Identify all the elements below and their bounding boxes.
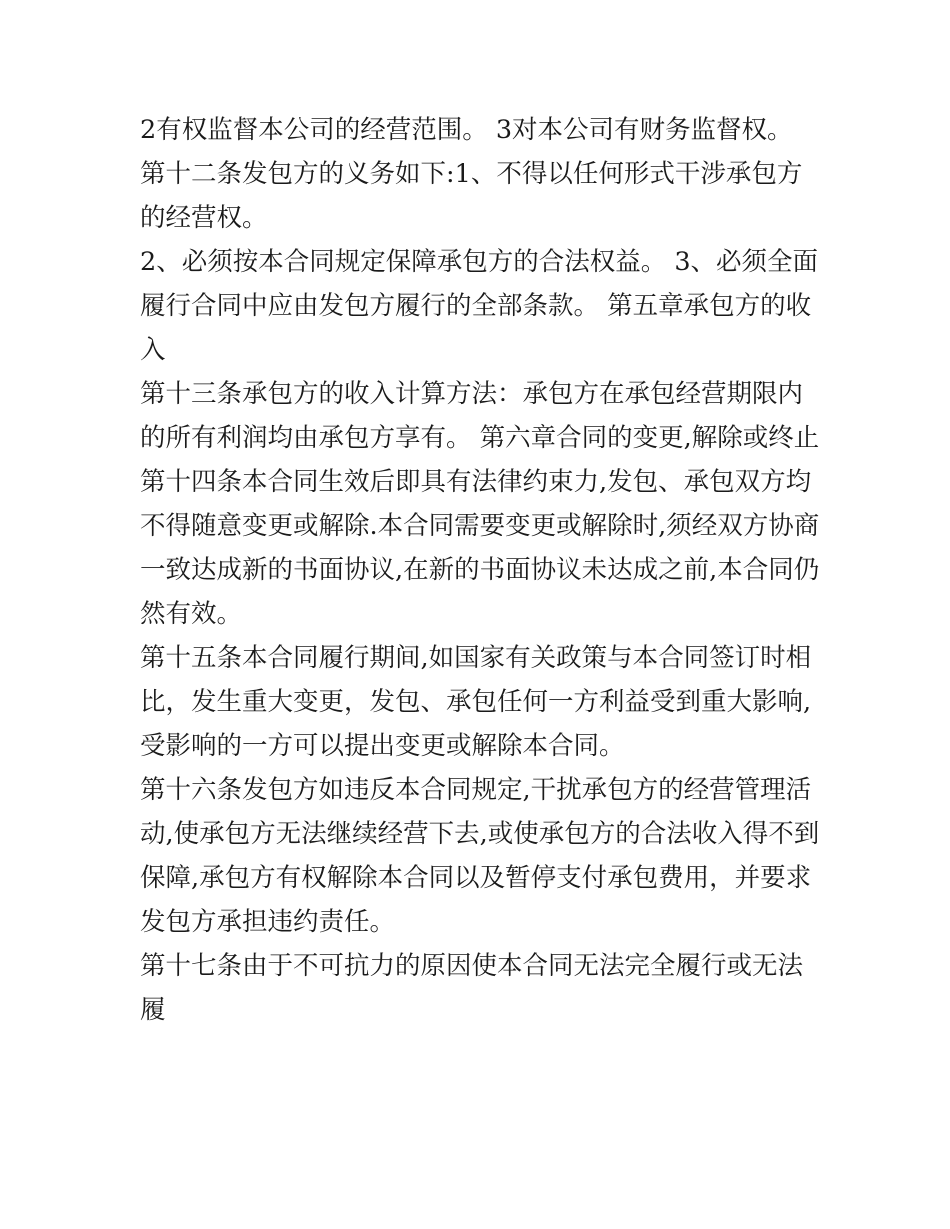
paragraph-article-17: 第十七条由于不可抗力的原因使本合同无法完全履行或无法履 — [140, 951, 804, 1025]
paragraph-article-12: 2有权监督本公司的经营范围。 3对本公司有财务监督权。 第十二条发包方的义务如下:1、不得以任何形式干涉承包方的经营权。 — [140, 115, 803, 233]
paragraph-article-14: 第十四条本合同生效后即具有法律约束力,发包、承包双方均不得随意变更或解除.本合同需要变更或解除时,须经双方协商一致达成新的书面协议,在新的书面协议未达成之前,本合同仍然有效。 — [140, 467, 820, 629]
paragraph-employer-duties-continued: 2、必须按本合同规定保障承包方的合法权益。 3、必须全面履行合同中应由发包方履行的全部条款。 第五章承包方的收入 — [140, 247, 819, 365]
document-body — [140, 108, 820, 1032]
paragraph-article-16: 第十六条发包方如违反本合同规定,干扰承包方的经营管理活动,使承包方无法继续经营下去,或使承包方的合法收入得不到保障,承包方有权解除本合同以及暂停支付承包费用，并要求发包方承担违约责任。 — [140, 775, 820, 937]
paragraph-article-13: 第十三条承包方的收入计算方法：承包方在承包经营期限内的所有利润均由承包方享有。 第六章合同的变更,解除或终止 — [140, 379, 820, 453]
paragraph-article-15: 第十五条本合同履行期间,如国家有关政策与本合同签订时相比，发生重大变更，发包、承包任何一方利益受到重大影响,受影响的一方可以提出变更或解除本合同。 — [140, 643, 812, 761]
